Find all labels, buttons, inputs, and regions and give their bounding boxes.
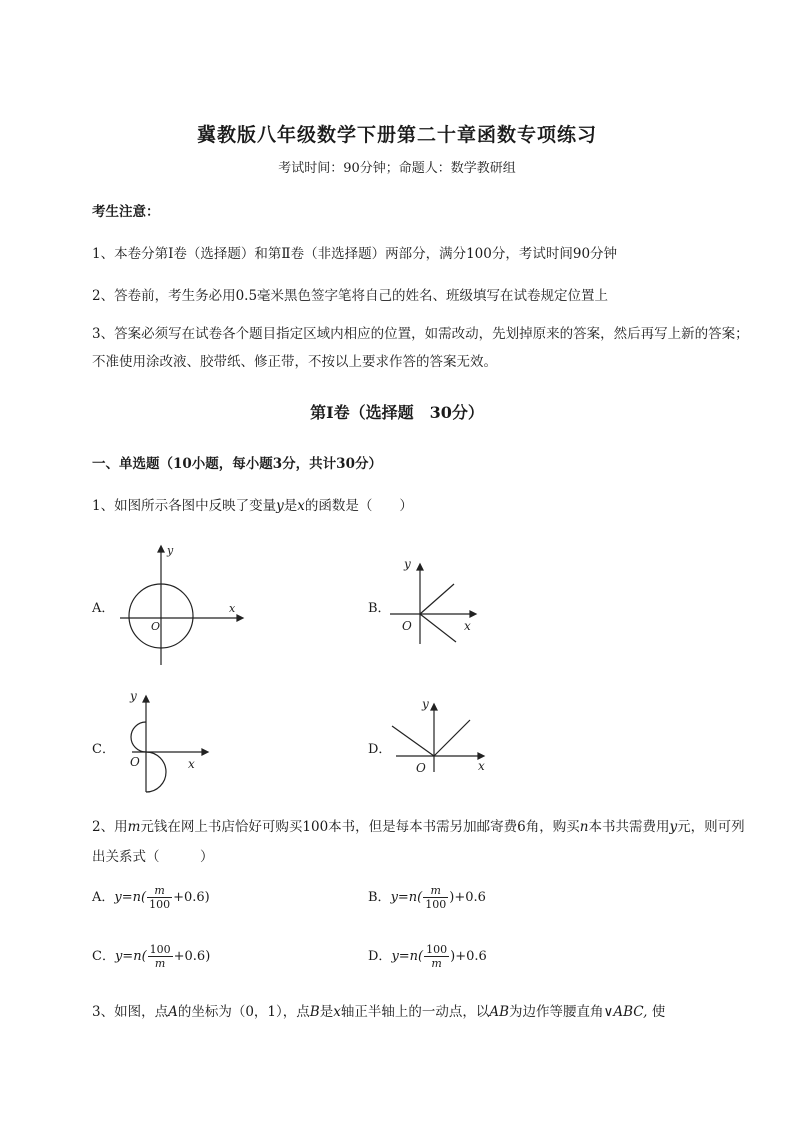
q2-option-d [368, 943, 487, 970]
q3-text-d: 轴正半轴上的一动点，以 [340, 1004, 490, 1020]
notice-item-1: 1、本卷分第Ⅰ卷（选择题）和第Ⅱ卷（非选择题）两部分，满分100分，考试时间90分钟 [92, 246, 618, 262]
y-arrow [158, 546, 164, 552]
ray-left [392, 726, 434, 756]
q2-a-post: +0.6) [173, 890, 210, 905]
q3-text-c: 是 [319, 1004, 334, 1020]
upper-semicircle [131, 722, 146, 752]
q1-graph-c [118, 688, 218, 798]
q1-text-a: 1、如图所示各图中反映了变量 [92, 498, 277, 514]
q1-text-b: 是 [283, 498, 298, 514]
y-label: y [130, 689, 137, 703]
q2-d-num: 100 [426, 943, 448, 956]
q2-c-den: m [154, 957, 166, 970]
q2-a-fraction [147, 884, 172, 911]
notice-heading: 考生注意： [92, 204, 160, 220]
q2-b-post: )+0.6 [449, 890, 486, 905]
x-label: x [478, 759, 485, 773]
q2-var-m: m [127, 819, 141, 835]
q3-var-a: A [168, 1004, 178, 1020]
x-arrow [470, 611, 476, 617]
y-label: y [167, 544, 174, 557]
q2-a-label: A． [92, 890, 115, 905]
q2-d-post: )+0.6 [450, 949, 487, 964]
question-1 [92, 494, 413, 514]
question-3 [92, 1000, 665, 1020]
q2-b-fraction [423, 884, 448, 911]
q1-graph-d [388, 694, 498, 784]
q2-d-label: D． [368, 949, 392, 964]
section-heading: 一、单选题（10小题，每小题3分，共计30分） [92, 456, 382, 472]
q2-c-num: 100 [149, 943, 171, 956]
q1-text-c: 的函数是（ ） [304, 498, 413, 514]
q3-text-f: 使 [647, 1004, 666, 1020]
q2-a-den: 100 [149, 898, 171, 911]
y-arrow [431, 704, 437, 710]
origin-label: O [416, 761, 426, 775]
lower-semicircle [146, 752, 166, 792]
origin-label: O [151, 620, 161, 633]
notice-item-3: 3、答案必须写在试卷各个题目指定区域内相应的位置，如需改动，先划掉原来的答案，然后再写上新的答案；不准使用涂改液、胶带纸、修正带，不按以上要求作答的答案无效。 [92, 326, 749, 370]
y-label: y [404, 557, 411, 571]
y-arrow [143, 696, 149, 702]
q3-var-b: B [309, 1004, 320, 1020]
q3-text-b: 的坐标为（0，1），点 [177, 1004, 310, 1020]
origin-label: O [130, 755, 140, 769]
q2-text-c: 本书共需费用 [588, 819, 670, 835]
q2-c-label: C． [92, 949, 115, 964]
q2-d-fraction [424, 943, 449, 970]
q2-c-fraction [148, 943, 173, 970]
q2-option-c [92, 943, 210, 970]
q3-text-a: 3、如图，点 [92, 1004, 169, 1020]
x-label: x [229, 602, 236, 615]
q2-b-label: B． [368, 890, 391, 905]
q2-text-a: 2、用 [92, 819, 128, 835]
notice-item-2: 2、答卷前，考生务必用0.5毫米黑色签字笔将自己的姓名、班级填写在试卷规定位置上 [92, 288, 609, 304]
q2-text-b: 元钱在网上书店恰好可购买100本书，但是每本书需另加邮寄费6角，购买 [140, 819, 580, 835]
q1-graph-a [115, 540, 245, 670]
x-label: x [464, 619, 471, 633]
q2-option-b [368, 884, 486, 911]
part-title: 第Ⅰ卷（选择题 30分） [310, 403, 484, 422]
q2-c-pre: y=n( [114, 949, 147, 964]
q2-var-y: y [669, 819, 678, 835]
q3-var-x: x [333, 1004, 341, 1020]
x-label: x [188, 757, 195, 771]
exam-info: 考试时间：90分钟；命题人：数学教研组 [278, 161, 516, 176]
q1-var-y: y [276, 498, 284, 514]
ray-up [420, 584, 454, 614]
page-title: 冀教版八年级数学下册第二十章函数专项练习 [196, 124, 597, 146]
q3-var-ab: AB [489, 1004, 509, 1020]
y-arrow [417, 564, 423, 570]
y-label: y [422, 697, 429, 711]
question-2 [92, 812, 752, 872]
q1-option-d-label: D． [368, 742, 392, 757]
q2-c-post: +0.6) [173, 949, 211, 964]
x-arrow [202, 749, 208, 755]
q2-var-n: n [579, 819, 589, 835]
x-arrow [237, 615, 243, 621]
q2-option-a [92, 884, 210, 911]
q2-text-d: 元，则可列出关系式（ ） [92, 819, 745, 865]
q3-text-e: 为边作等腰直角∨ [509, 1004, 614, 1020]
q2-b-den: 100 [425, 898, 447, 911]
q2-d-pre: y=n( [391, 949, 424, 964]
q1-option-b-label: B． [368, 601, 391, 616]
q1-graph-b [388, 552, 488, 652]
q2-b-pre: y=n( [390, 890, 423, 905]
origin-label: O [402, 619, 412, 633]
q1-option-a-label: A． [92, 601, 115, 616]
q3-var-abc: ABC, [613, 1004, 648, 1020]
q1-option-c-label: C． [92, 742, 115, 757]
q2-a-num: m [147, 884, 172, 898]
q1-var-x: x [297, 498, 305, 514]
ray-down [420, 614, 456, 642]
q2-a-pre: y=n( [114, 890, 147, 905]
ray-right [434, 720, 470, 756]
q2-d-den: m [431, 957, 442, 970]
q2-b-num: m [423, 884, 448, 898]
